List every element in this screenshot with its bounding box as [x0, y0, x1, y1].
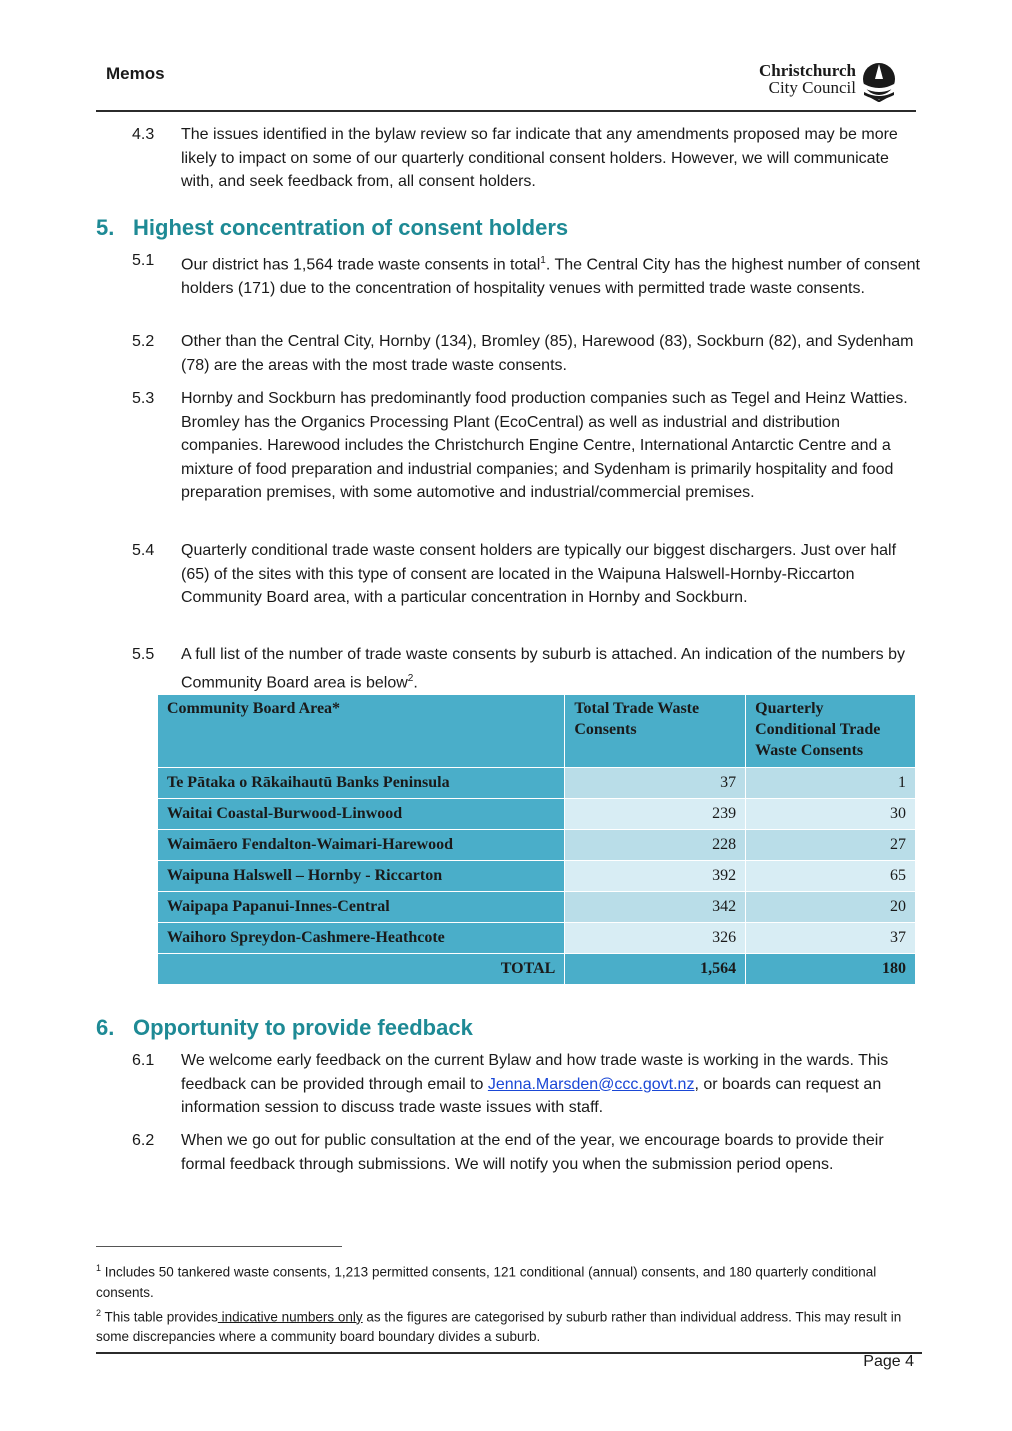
text-part: A full list of the number of trade waste consents by suburb is attached. An indication of the numbers by Community Board area is below: [181, 646, 905, 691]
footnote-2: [96, 1303, 911, 1348]
section-6-heading: [96, 1015, 473, 1041]
paragraph-number: 5.5: [132, 646, 155, 663]
cell-area: Waimāero Fendalton-Waimari-Harewood: [158, 830, 565, 861]
paragraph-number: 6.2: [132, 1132, 155, 1149]
cell-area: Waipapa Papanui-Innes-Central: [158, 892, 565, 923]
total-quarterly: 180: [746, 954, 916, 985]
section-number: 6.: [96, 1015, 115, 1040]
text-part: , or boards can request an information session to discuss trade waste issues with staff.: [181, 1075, 882, 1117]
text-part: . The Central City has the highest number of consent holders (171) due to the concentration of hospitality venues with permitted trade waste consents.: [181, 256, 920, 297]
paragraph-number: 5.4: [132, 542, 155, 559]
council-logo: [759, 62, 898, 102]
paragraph-text: [181, 249, 921, 301]
paragraph-number: 5.1: [132, 252, 155, 269]
header-area: Community Board Area*: [158, 695, 565, 768]
table-row: [158, 768, 916, 799]
paragraph-text: The issues identified in the bylaw review so far indicate that any amendments proposed may be more likely to impact on some of our quarterly conditional consent holders. However, we will communicate with, and seek feedback from, all consent holders.: [181, 126, 898, 191]
footnote-divider: [96, 1246, 342, 1247]
paragraph-text: Quarterly conditional trade waste consent holders are typically our biggest dischargers. Just over half (65) of the sites with this type of consent are located in the Waipuna Halswell-Hornby-Riccarton Community Board area, with a particular concentration in Hornby and Sockburn.: [181, 542, 897, 607]
text-part: We welcome early feedback on the current Bylaw and how trade waste is working in the wards. This feedback can be provided through email to: [181, 1052, 889, 1093]
paragraph-text: When we go out for public consultation at the end of the year, we encourage boards to provide their formal feedback through submissions. We will notify you when the submission period opens.: [181, 1132, 884, 1173]
cell-area: Te Pātaka o Rākaihautū Banks Peninsula: [158, 768, 565, 799]
cell-total: 326: [565, 923, 746, 954]
total-consents: 1,564: [565, 954, 746, 985]
paragraph-number: 6.1: [132, 1052, 155, 1069]
footnote-ref-2: 2: [407, 672, 414, 684]
cell-area: Waitai Coastal-Burwood-Linwood: [158, 799, 565, 830]
logo-text: [759, 62, 856, 96]
paragraph-text: [181, 1049, 921, 1120]
text-part: Our district has 1,564 trade waste consents in total: [181, 256, 541, 274]
paragraph-number: 4.3: [132, 126, 155, 143]
cell-quarterly: 30: [746, 799, 916, 830]
section-5-heading: [96, 215, 568, 241]
section-title: Opportunity to provide feedback: [133, 1015, 473, 1040]
cell-total: 239: [565, 799, 746, 830]
table-row: [158, 892, 916, 923]
cathedral-spire-icon: [860, 62, 898, 102]
header-total: Total Trade Waste Consents: [565, 695, 746, 768]
footnote-text: as the figures are categorised by suburb rather than individual address. This may result in some discrepancies where a community board boundary divides a suburb.: [96, 1309, 902, 1344]
footnotes: [96, 1258, 911, 1347]
paragraph-number: 5.2: [132, 333, 155, 350]
paragraph-number: 5.3: [132, 390, 155, 407]
header-quarterly: Quarterly Conditional Trade Waste Consents: [746, 695, 916, 768]
logo-line1: Christchurch: [759, 61, 856, 80]
footnote-1: [96, 1258, 911, 1303]
footnote-text: Includes 50 tankered waste consents, 1,213 permitted consents, 121 conditional (annual) consents, and 180 quarterly conditional consents.: [96, 1264, 877, 1300]
table-row: [158, 923, 916, 954]
footnote-number: 1: [96, 1263, 102, 1273]
cell-area: Waihoro Spreydon-Cashmere-Heathcote: [158, 923, 565, 954]
table-total-row: [158, 954, 916, 985]
table-row: [158, 799, 916, 830]
page-header: [96, 60, 916, 112]
cell-total: 37: [565, 768, 746, 799]
table-row: [158, 830, 916, 861]
section-title: Highest concentration of consent holders: [133, 215, 569, 240]
paragraph-text: Hornby and Sockburn has predominantly food production companies such as Tegel and Heinz Watties. Bromley has the Organics Processing Plant (EcoCentral) as well as industrial and distribution companies. Harewood includes the Christchurch Engine Centre, International Antarctic Centre and a mixture of food preparation and industrial companies; and Sydenham is primarily hospitality and food preparation premises, with some automotive and industrial/commercial premises.: [181, 390, 908, 502]
email-link[interactable]: Jenna.Marsden@ccc.govt.nz: [487, 1075, 695, 1093]
header-title: Memos: [106, 64, 165, 83]
cell-quarterly: 1: [746, 768, 916, 799]
text-part: .: [413, 673, 418, 691]
table-header-row: [158, 695, 916, 768]
section-number: 5.: [96, 215, 115, 240]
total-label: TOTAL: [158, 954, 565, 985]
cell-quarterly: 37: [746, 923, 916, 954]
cell-total: 392: [565, 861, 746, 892]
footnote-ref-1: 1: [540, 255, 546, 266]
cell-quarterly: 65: [746, 861, 916, 892]
footnote-underlined-text: indicative numbers only: [217, 1309, 363, 1324]
paragraph-text: Other than the Central City, Hornby (134), Bromley (85), Harewood (83), Sockburn (82), and Sydenham (78) are the areas with the most trade waste consents.: [181, 333, 914, 374]
footnote-text: This table provides: [101, 1309, 218, 1324]
cell-quarterly: 20: [746, 892, 916, 923]
page-number: Page 4: [863, 1353, 914, 1370]
community-board-table: [157, 694, 916, 985]
logo-line2: City Council: [768, 78, 856, 97]
cell-total: 342: [565, 892, 746, 923]
table-row: [158, 861, 916, 892]
footer-divider: [96, 1352, 922, 1354]
cell-area: Waipuna Halswell – Hornby - Riccarton: [158, 861, 565, 892]
footnote-number: 2: [96, 1307, 102, 1318]
cell-quarterly: 27: [746, 830, 916, 861]
paragraph-text: [181, 643, 921, 695]
cell-total: 228: [565, 830, 746, 861]
